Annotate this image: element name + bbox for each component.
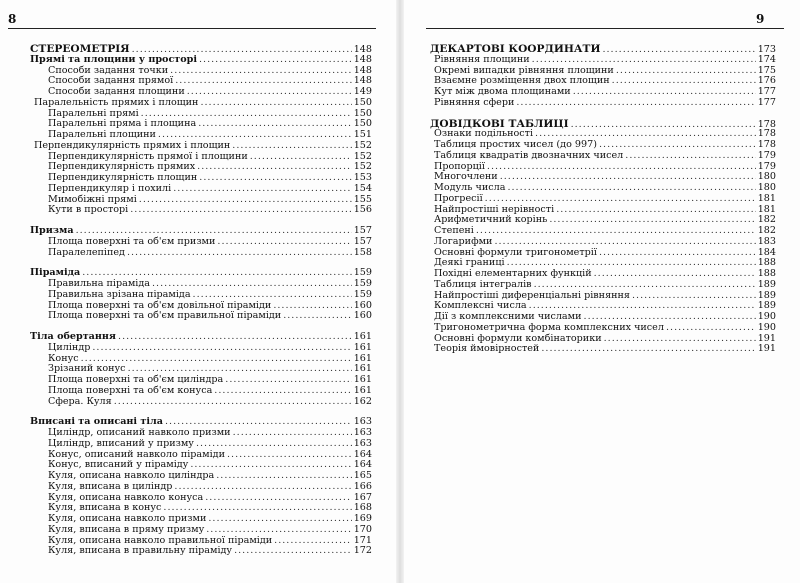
- toc-entry-title: Модуль числа: [434, 182, 506, 193]
- toc-page-number: 182: [757, 225, 776, 236]
- dot-leader: [516, 98, 755, 109]
- toc-page-number: 191: [757, 343, 776, 355]
- toc-page-number: 155: [353, 193, 372, 205]
- toc-page-number: 166: [353, 480, 372, 492]
- dot-leader: [174, 482, 351, 493]
- dot-leader: [549, 215, 755, 226]
- toc-page-number: 190: [757, 321, 776, 333]
- toc-entry-title: Паралельні площини: [48, 129, 156, 140]
- toc-page-number: 184: [757, 246, 776, 258]
- toc-page-number: 150: [353, 96, 372, 108]
- toc-entry-title: Кут між двома площинами: [434, 86, 571, 97]
- dot-leader: [216, 471, 351, 482]
- toc-entry-title: Таблиця інтегралів: [434, 278, 532, 290]
- dot-leader: [190, 460, 351, 471]
- toc-page-number: 171: [353, 534, 372, 546]
- dot-leader: [594, 269, 756, 280]
- toc-entry[interactable]: [430, 194, 776, 205]
- dot-leader: [199, 173, 351, 184]
- toc-page-number: 153: [353, 172, 372, 183]
- toc-page-number: 161: [353, 341, 372, 353]
- section-gap: [30, 258, 372, 268]
- toc-page-number: 177: [757, 96, 776, 108]
- toc-entry[interactable]: [30, 386, 372, 397]
- toc-page-number: 178: [757, 128, 776, 140]
- toc-entry-title: Зрізаний конус: [48, 363, 126, 375]
- toc-entry[interactable]: [30, 98, 372, 109]
- toc-page-number: 176: [757, 75, 776, 87]
- toc-entry-title: Конус, описаний навколо піраміди: [48, 448, 225, 460]
- toc-page-number: 180: [757, 171, 776, 183]
- dot-leader: [500, 172, 756, 183]
- toc-entry-title: Степені: [434, 225, 474, 236]
- toc-entry-title: Способи задання прямої: [48, 75, 174, 87]
- toc-page-number: 148: [353, 75, 372, 87]
- dot-leader: [200, 98, 351, 109]
- toc-page-number: 189: [757, 289, 776, 301]
- toc-page-number: 156: [353, 204, 372, 216]
- dot-leader: [233, 428, 352, 439]
- toc-page-number: 170: [353, 523, 372, 535]
- toc-page-number: 161: [353, 384, 372, 396]
- toc-entry-title: Площа поверхні та об'єм призми: [48, 235, 216, 247]
- toc-entry-title: Таблиця квадратів двозначних чисел: [434, 149, 624, 161]
- toc-entry-title: Перпендикулярність площин: [48, 172, 198, 183]
- toc-page-number: 162: [353, 395, 372, 407]
- toc-entry-title: Циліндр, описаний навколо призми: [48, 427, 231, 438]
- toc-entry-title: Сфера. Куля: [48, 395, 112, 407]
- toc-entry-title: Куля, описана навколо призми: [48, 513, 207, 524]
- toc-entry[interactable]: [30, 525, 372, 536]
- toc-entry[interactable]: [30, 439, 372, 450]
- toc-page-number: 163: [353, 427, 372, 438]
- toc-entry-title: Прогресії: [434, 192, 483, 204]
- toc-entry-title: Тригонометрична форма комплексних чисел: [434, 321, 664, 333]
- toc-page-number: 161: [353, 363, 372, 375]
- dot-leader: [196, 439, 352, 450]
- dot-leader: [175, 76, 351, 87]
- toc-page-number: 161: [353, 331, 372, 342]
- dot-leader: [214, 386, 351, 397]
- toc-page-number: 157: [353, 225, 372, 236]
- dot-leader: [232, 141, 351, 152]
- toc-page-number: 148: [353, 53, 372, 65]
- toc-entry-title: Куля, описана навколо циліндра: [48, 470, 215, 481]
- toc-entry[interactable]: [430, 98, 776, 109]
- toc-page-number: 174: [757, 53, 776, 65]
- toc-page-number: 161: [353, 352, 372, 364]
- table-of-contents: [430, 44, 776, 355]
- dot-leader: [139, 195, 352, 206]
- header-rule: [8, 28, 376, 29]
- toc-entry[interactable]: [430, 215, 776, 226]
- toc-page-number: 164: [353, 448, 372, 460]
- dot-leader: [534, 280, 756, 291]
- toc-entry-title: СТЕРЕОМЕТРІЯ: [30, 43, 130, 55]
- toc-section-heading[interactable]: [30, 55, 372, 66]
- toc-entry[interactable]: [30, 184, 372, 195]
- dot-leader: [205, 493, 351, 504]
- toc-entry[interactable]: [30, 482, 372, 493]
- toc-entry-title: Призма: [30, 225, 74, 236]
- dot-leader: [225, 375, 351, 386]
- toc-entry-title: Куля, описана навколо правильної піраміди: [48, 534, 273, 546]
- dot-leader: [92, 343, 351, 354]
- toc-entry-title: Найпростіші диференціальні рівняння: [434, 289, 630, 301]
- toc-entry-title: Перпендикулярність прямої і площини: [48, 150, 248, 162]
- toc-entry[interactable]: [430, 323, 776, 334]
- toc-entry-title: Куля, вписана в правильну піраміду: [48, 545, 233, 557]
- toc-page-number: 152: [353, 161, 372, 173]
- dot-leader: [198, 119, 352, 130]
- left-page: [0, 0, 398, 583]
- toc-page-number: 165: [353, 470, 372, 481]
- dot-leader: [130, 205, 351, 216]
- toc-entry[interactable]: [30, 343, 372, 354]
- dot-leader: [206, 525, 351, 536]
- toc-page-number: 188: [757, 268, 776, 279]
- toc-entry-title: Перпендикулярність прямих: [48, 161, 196, 173]
- toc-entry-title: Комплексні числа: [434, 300, 527, 312]
- toc-entry-title: Конус: [48, 352, 79, 364]
- toc-entry-title: Логарифми: [434, 235, 493, 247]
- toc-entry-title: Пропорції: [434, 160, 485, 172]
- dot-leader: [274, 536, 352, 547]
- toc-page-number: 180: [757, 182, 776, 193]
- toc-entry-title: Таблиця простих чисел (до 997): [434, 139, 597, 150]
- toc-page-number: 158: [353, 246, 372, 258]
- toc-page-number: 159: [353, 288, 372, 300]
- toc-entry-title: Рівняння площини: [434, 53, 530, 65]
- dot-leader: [283, 311, 351, 322]
- toc-page-number: 152: [353, 150, 372, 162]
- toc-entry-title: Площа поверхні та об'єм циліндра: [48, 374, 224, 385]
- toc-entry-title: Площа поверхні та об'єм правильної піраміди: [48, 310, 282, 322]
- dot-leader: [217, 237, 351, 248]
- dot-leader: [234, 546, 352, 557]
- toc-page-number: 161: [353, 374, 372, 385]
- dot-leader: [273, 301, 351, 312]
- toc-page-number: 179: [757, 149, 776, 161]
- toc-page-number: 175: [757, 64, 776, 76]
- toc-page-number: 190: [757, 311, 776, 322]
- toc-page-number: 159: [353, 267, 372, 279]
- toc-entry[interactable]: [30, 248, 372, 259]
- toc-page-number: 152: [353, 139, 372, 151]
- dot-leader: [612, 76, 756, 87]
- toc-page-number: 150: [353, 118, 372, 130]
- toc-entry-title: Конус, вписаний у піраміду: [48, 459, 189, 471]
- page-number: 8: [8, 12, 17, 26]
- toc-entry-title: Способи задання точки: [48, 64, 169, 76]
- dot-leader: [118, 332, 352, 343]
- toc-page-number: 182: [757, 214, 776, 226]
- toc-page-number: 160: [353, 310, 372, 322]
- toc-page-number: 164: [353, 459, 372, 471]
- right-page: [402, 0, 800, 583]
- dot-leader: [170, 66, 352, 77]
- dot-leader: [197, 162, 352, 173]
- toc-page-number: 173: [757, 44, 776, 55]
- toc-entry[interactable]: [30, 290, 372, 301]
- toc-entry[interactable]: [430, 237, 776, 248]
- toc-entry[interactable]: [430, 280, 776, 291]
- toc-entry-title: Вписані та описані тіла: [30, 416, 163, 428]
- dot-leader: [193, 290, 352, 301]
- toc-entry-title: Правильна зрізана піраміда: [48, 288, 191, 300]
- dot-leader: [616, 66, 756, 77]
- toc-entry-title: Площа поверхні та об'єм конуса: [48, 384, 213, 396]
- toc-entry-title: Паралельні пряма і площина: [48, 118, 197, 130]
- toc-page-number: 163: [353, 437, 372, 449]
- toc-entry-title: Ознаки подільності: [434, 128, 534, 140]
- toc-page-number: 163: [353, 416, 372, 428]
- toc-entry[interactable]: [30, 397, 372, 408]
- toc-page-number: 160: [353, 299, 372, 311]
- toc-entry-title: Прямі та площини у просторі: [30, 53, 197, 65]
- section-gap: [30, 216, 372, 226]
- toc-page-number: 179: [757, 160, 776, 172]
- toc-page-number: 148: [353, 64, 372, 76]
- toc-entry-title: Похідні елементарних функцій: [434, 268, 592, 279]
- toc-entry-title: Перпендикулярність прямих і площин: [34, 139, 231, 151]
- dot-leader: [604, 334, 756, 345]
- dot-leader: [625, 151, 755, 162]
- toc-entry-title: ДЕКАРТОВІ КООРДИНАТИ: [430, 43, 601, 55]
- toc-entry[interactable]: [430, 55, 776, 66]
- page-number: 9: [756, 12, 765, 26]
- toc-entry-title: Циліндр, вписаний у призму: [48, 437, 194, 449]
- dot-leader: [487, 162, 756, 173]
- toc-page-number: 172: [353, 545, 372, 557]
- dot-leader: [187, 87, 352, 98]
- dot-leader: [127, 248, 352, 259]
- toc-entry-title: Рівняння сфери: [434, 96, 515, 108]
- toc-page-number: 188: [757, 257, 776, 269]
- dot-leader: [250, 152, 352, 163]
- dot-leader: [485, 194, 756, 205]
- toc-entry-title: Дії з комплексними числами: [434, 311, 582, 322]
- toc-entry[interactable]: [30, 205, 372, 216]
- dot-leader: [494, 237, 755, 248]
- toc-page-number: 159: [353, 278, 372, 289]
- table-of-contents: [30, 44, 372, 557]
- dot-leader: [541, 344, 755, 355]
- toc-entry-title: Перпендикуляр і похилі: [48, 182, 172, 194]
- toc-entry-title: Правильна піраміда: [48, 278, 150, 289]
- toc-page-number: 189: [757, 278, 776, 290]
- toc-page-number: 191: [757, 332, 776, 344]
- toc-page-number: 154: [353, 182, 372, 194]
- toc-entry-title: Основні формули комбінаторики: [434, 332, 602, 344]
- toc-entry-title: ДОВІДКОВІ ТАБЛИЦІ: [430, 117, 569, 130]
- toc-page-number: 151: [353, 129, 372, 140]
- toc-entry-title: Паралельність прямих і площин: [34, 96, 199, 108]
- toc-page-number: 183: [757, 235, 776, 247]
- toc-entry-title: Куля, вписана в циліндр: [48, 480, 173, 492]
- dot-leader: [476, 226, 756, 237]
- toc-page-number: 167: [353, 491, 372, 503]
- dot-leader: [632, 291, 756, 302]
- toc-entry-title: Циліндр: [48, 341, 91, 353]
- toc-entry[interactable]: [30, 237, 372, 248]
- dot-leader: [532, 55, 756, 66]
- dot-leader: [507, 183, 755, 194]
- toc-entry-title: Куля, вписана в конус: [48, 502, 162, 514]
- toc-page-number: 150: [353, 107, 372, 119]
- toc-entry-title: Куля, вписана в пряму призму: [48, 523, 205, 535]
- dot-leader: [199, 55, 352, 66]
- toc-entry[interactable]: [30, 546, 372, 557]
- toc-entry-title: Способи задання площини: [48, 86, 185, 97]
- toc-page-number: 169: [353, 513, 372, 524]
- dot-leader: [573, 87, 756, 98]
- toc-entry-title: Основні формули тригонометрії: [434, 246, 597, 258]
- toc-entry-title: Взаємне розміщення двох площин: [434, 75, 610, 87]
- section-gap: [430, 109, 776, 119]
- toc-entry-title: Деякі границі: [434, 257, 505, 269]
- toc-entry-title: Многочлени: [434, 171, 498, 183]
- header-rule: [426, 28, 784, 29]
- toc-page-number: 189: [757, 300, 776, 312]
- toc-entry-title: Кути в просторі: [48, 204, 129, 216]
- toc-entry-title: Тіла обертання: [30, 331, 117, 342]
- toc-entry-title: Паралельні прямі: [48, 107, 139, 119]
- toc-entry[interactable]: [430, 344, 776, 355]
- toc-entry-title: Площа поверхні та об'єм довільної піраміди: [48, 299, 272, 311]
- dot-leader: [556, 205, 756, 216]
- toc-entry[interactable]: [30, 311, 372, 322]
- toc-page-number: 148: [353, 44, 372, 55]
- toc-entry[interactable]: [30, 141, 372, 152]
- toc-page-number: 149: [353, 86, 372, 97]
- dot-leader: [227, 450, 352, 461]
- toc-entry-title: Теорія ймовірностей: [434, 343, 540, 355]
- toc-entry-title: Піраміда: [30, 267, 81, 279]
- toc-page-number: 168: [353, 502, 372, 514]
- toc-page-number: 177: [757, 86, 776, 97]
- dot-leader: [208, 514, 351, 525]
- toc-entry-title: Окремі випадки рівняння площини: [434, 64, 614, 76]
- toc-entry-title: Паралелепіпед: [48, 246, 125, 258]
- toc-page-number: 178: [757, 118, 776, 130]
- toc-entry[interactable]: [430, 151, 776, 162]
- toc-page-number: 178: [757, 139, 776, 150]
- dot-leader: [173, 184, 352, 195]
- toc-entry-title: Найпростіші нерівності: [434, 203, 555, 215]
- dot-leader: [599, 248, 756, 259]
- toc-page-number: 181: [757, 203, 776, 215]
- dot-leader: [666, 323, 756, 334]
- toc-entry-title: Арифметичний корінь: [434, 214, 548, 226]
- toc-entry-title: Мимобіжні прямі: [48, 193, 137, 205]
- dot-leader: [114, 397, 352, 408]
- toc-page-number: 157: [353, 235, 372, 247]
- toc-page-number: 181: [757, 192, 776, 204]
- toc-entry-title: Куля, описана навколо конуса: [48, 491, 204, 503]
